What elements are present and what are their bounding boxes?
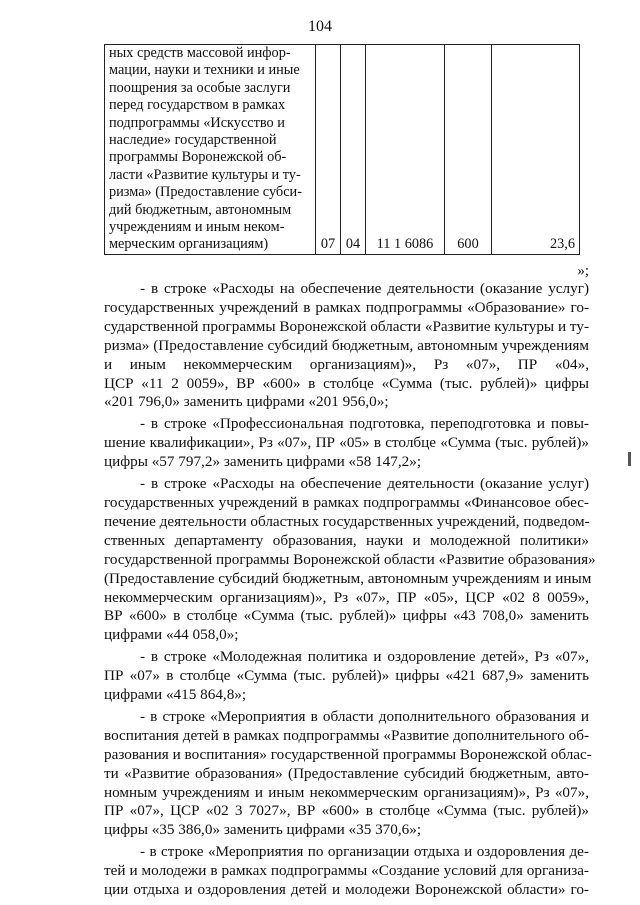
description-line: мации, науки и техники и иные <box>109 62 300 79</box>
text-line: - в строке «Профессиональная подготовка, переподготовка и повы- <box>140 415 589 433</box>
text-line: сударственной программы Воронежской области «Развитие культуры и ту- <box>104 317 589 335</box>
csr-cell: 11 1 6086 <box>366 45 445 255</box>
text-line: ственных департаменту образования, науки и молодежной политики» <box>104 531 589 549</box>
text-line: - в строке «Молодежная политика и оздоровление детей», Рз «07», <box>140 648 589 666</box>
description-line: подпрограммы «Искусство и <box>109 114 285 131</box>
description-line: наследие» государственной <box>109 132 277 149</box>
text-line: «201 796,0» заменить цифрами «201 956,0»; <box>104 393 389 411</box>
text-line: шение квалификации», Рз «07», ПР «05» в столбце «Сумма (тыс. рублей)» <box>104 434 589 452</box>
text-line: (Предоставление субсидий бюджетным, автономным учреждениям и иным <box>104 569 592 587</box>
scan-edge-mark <box>628 452 631 466</box>
text-line: цифры «57 797,2» заменить цифрами «58 147,2»; <box>104 453 422 471</box>
closing-quote: »; <box>577 263 589 279</box>
text-line: - в строке «Мероприятия в области дополнительного образования и <box>140 707 589 725</box>
page-number: 104 <box>308 18 332 35</box>
description-line: ризма» (Предоставление субси- <box>109 184 302 201</box>
text-line: номным учреждениям и иным некоммерческим организациям)», Рз «07», <box>104 783 589 801</box>
text-line: разования и воспитания» государственной программы Воронежской облас- <box>104 745 592 763</box>
text-line: ризма» (Предоставление субсидий бюджетным, автономным учреждениям <box>104 336 589 354</box>
description-line: мерческим организациям) <box>109 236 269 253</box>
row-description <box>105 45 316 255</box>
text-line: - в строке «Расходы на обеспечение деятельности (оказание услуг) <box>140 475 589 493</box>
text-line: цифрами «415 864,8»; <box>104 686 247 704</box>
text-line: ВР «600» в столбце «Сумма (тыс. рублей)» цифры «43 708,0» заменить <box>104 607 589 625</box>
table-row <box>105 45 580 255</box>
vr-cell: 600 <box>445 45 492 255</box>
text-line: некоммерческим организациям)», Рз «07», ПР «05», ЦСР «02 8 0059», <box>104 588 589 606</box>
paragraph <box>104 843 589 900</box>
text-line: цифрами «44 058,0»; <box>104 626 239 644</box>
text-line: ЦСР «11 2 0059», ВР «600» в столбце «Сумма (тыс. рублей)» цифры <box>104 374 589 392</box>
rz-cell: 07 <box>316 45 341 255</box>
sum-cell: 23,6 <box>492 45 580 255</box>
description-line: перед государством в рамках <box>109 97 286 114</box>
text-line: ПР «07» в столбце «Сумма (тыс. рублей)» цифры «421 687,9» заменить <box>104 667 589 685</box>
budget-table-fragment <box>104 44 580 255</box>
text-line: печение деятельности областных государственных учреждений, подведом- <box>104 512 590 530</box>
text-line: ти «Развитие образования» (Предоставление субсидий бюджетным, авто- <box>104 764 589 782</box>
description-line: программы Воронежской об- <box>109 149 287 166</box>
description-line: дий бюджетным, автономным <box>109 201 292 218</box>
description-line: ных средств массовой инфор- <box>109 45 291 61</box>
pr-cell: 04 <box>341 45 366 255</box>
text-line: государственных учреждений в рамках подпрограммы «Финансовое обес- <box>104 493 589 511</box>
paragraph <box>104 707 592 840</box>
text-line: и иным некоммерческим организациям)», Рз «07», ПР «04», <box>104 355 589 373</box>
text-line: цифры «35 386,0» заменить цифрами «35 370,6»; <box>104 821 422 839</box>
paragraph <box>104 415 589 472</box>
text-line: ции отдыха и оздоровления детей и молодежи Воронежской области» го- <box>104 881 589 899</box>
description-line: поощрения за особые заслуги <box>109 79 291 96</box>
text-line: государственных учреждений в рамках подпрограммы «Образование» го- <box>104 298 589 316</box>
text-line: - в строке «Расходы на обеспечение деятельности (оказание услуг) <box>140 280 589 297</box>
text-line: воспитания детей в рамках подпрограммы «Развитие дополнительного об- <box>104 726 589 744</box>
amendments-text <box>104 280 596 903</box>
text-line: ПР «07», ЦСР «02 3 7027», ВР «600» в столбце «Сумма (тыс. рублей)» <box>104 802 589 820</box>
text-line: - в строке «Мероприятия по организации отдыха и оздоровления де- <box>140 843 589 861</box>
description-line: ласти «Развитие культуры и ту- <box>109 166 301 183</box>
paragraph <box>104 280 589 412</box>
paragraph <box>104 475 596 645</box>
text-line: тей и молодежи в рамках подпрограммы «Создание условий для организа- <box>104 862 589 880</box>
description-line: учреждениям и иным неком- <box>109 219 285 236</box>
text-line: государственной программы Воронежской области «Развитие образования» <box>104 550 596 568</box>
paragraph <box>104 648 589 705</box>
